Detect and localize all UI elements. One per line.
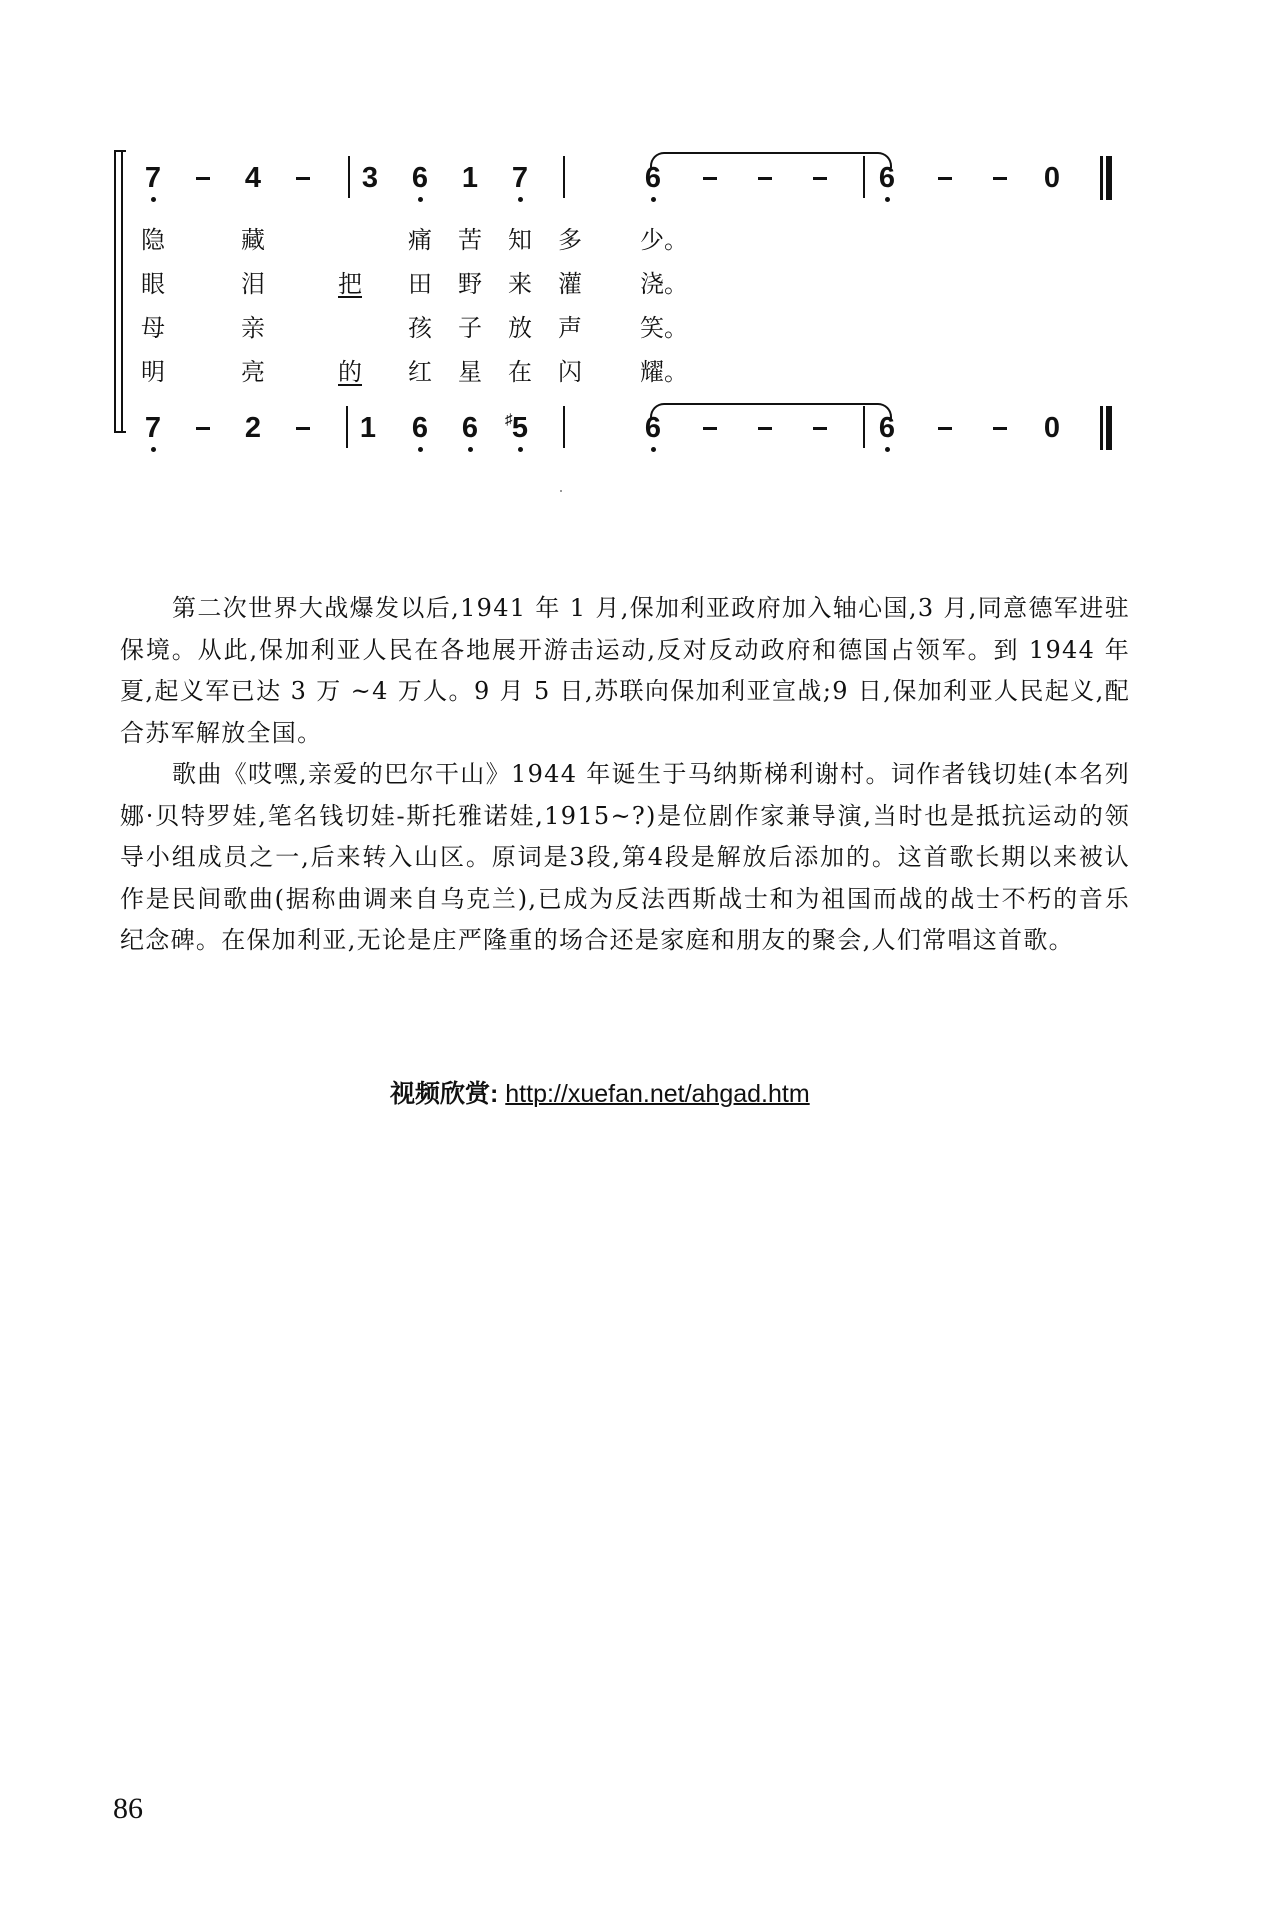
note-digit: 1: [461, 162, 479, 194]
note-1: [455, 162, 485, 194]
note-7: [138, 412, 168, 444]
duration-dash: [703, 427, 717, 430]
page-number: 86: [113, 1792, 143, 1825]
note-digit: 2: [244, 412, 262, 444]
lyric-verse-2-char: 浇。: [640, 270, 688, 298]
lyric-verse-4-char: 星: [458, 358, 482, 386]
note-1: [353, 412, 383, 444]
duration-dash: [296, 427, 310, 430]
lyric-verse-3-char: 声: [558, 314, 582, 342]
lyric-verse-1-char: 痛: [408, 226, 432, 254]
lyric-verse-3-char: 孩: [408, 314, 432, 342]
duration-dash: [993, 427, 1007, 430]
note-digit: 5: [511, 412, 529, 444]
lyric-verse-3-char: 亲: [241, 314, 265, 342]
note-7: [505, 162, 535, 194]
low-octave-dot: [418, 447, 423, 452]
body-text: [120, 588, 1130, 962]
slur-top: [650, 152, 892, 168]
lyric-verse-1-char: 多: [558, 226, 582, 254]
video-label: 视频欣赏:: [390, 1080, 499, 1108]
note-3: [355, 162, 385, 194]
video-link[interactable]: http://xuefan.net/ahgad.htm: [505, 1080, 810, 1108]
note-digit: 6: [461, 412, 479, 444]
lyric-verse-4-char: 红: [408, 358, 432, 386]
duration-dash: [196, 177, 210, 180]
lyric-verse-3-char: 子: [458, 314, 482, 342]
slur-bottom: [650, 403, 892, 419]
lyric-verse-2-char: 泪: [241, 270, 265, 298]
low-octave-dot: [151, 447, 156, 452]
sharp-icon: ♯: [505, 411, 513, 428]
duration-dash: [938, 177, 952, 180]
low-octave-dot: [885, 447, 890, 452]
lyric-verse-4-char: 明: [141, 358, 165, 386]
note-6: [405, 412, 435, 444]
barline: [346, 406, 348, 448]
low-octave-dot: [885, 197, 890, 202]
note-0: [1037, 162, 1067, 194]
lyric-verse-2-char: 野: [458, 270, 482, 298]
note-5: [505, 412, 535, 444]
note-digit: 6: [644, 412, 662, 444]
lyric-verse-1-char: 藏: [241, 226, 265, 254]
low-octave-dot: [468, 447, 473, 452]
note-6: [455, 412, 485, 444]
duration-dash: [993, 177, 1007, 180]
lyric-verse-2-char: 把: [338, 270, 362, 298]
lyric-verse-3-char: 放: [508, 314, 532, 342]
note-digit: 6: [878, 412, 896, 444]
duration-dash: [196, 427, 210, 430]
lyric-verse-4-char: 亮: [241, 358, 265, 386]
barline: [563, 156, 565, 198]
lyric-verse-2-char: 眼: [141, 270, 165, 298]
low-octave-dot: [651, 447, 656, 452]
barline: [348, 156, 350, 198]
note-digit: 3: [361, 162, 379, 194]
duration-dash: [296, 177, 310, 180]
barline: [563, 406, 565, 448]
lyric-verse-1-char: 苦: [458, 226, 482, 254]
duration-dash: [758, 177, 772, 180]
lyric-verse-4-char: 在: [508, 358, 532, 386]
lyric-verse-4-char: 耀。: [640, 358, 688, 386]
low-octave-dot: [418, 197, 423, 202]
paragraph-song-background: 歌曲《哎嘿,亲爱的巴尔干山》1944 年诞生于马纳斯梯利谢村。词作者钱切娃(本名列娜·贝特罗娃,笔名钱切娃-斯托雅诺娃,1915~?)是位剧作家兼导演,当时也是抵抗运动的领导小组成员之一,后来转入山区。原词是3段,第4段是解放后添加的。这首歌长期以来被认作是民间歌曲(据称曲调来自乌克兰),已成为反法西斯战士和为祖国而战的战士不朽的音乐纪念碑。在保加利亚,无论是庄严隆重的场合还是家庭和朋友的聚会,人们常唱这首歌。: [120, 760, 1130, 954]
lyric-verse-1-char: 少。: [640, 226, 688, 254]
note-digit: 6: [411, 162, 429, 194]
paragraph-history: 第二次世界大战爆发以后,1941 年 1 月,保加利亚政府加入轴心国,3 月,同意德军进驻保境。从此,保加利亚人民在各地展开游击运动,反对反动政府和德国占领军。到 1944 年夏,起义军已达 3 万 ~4 万人。9 月 5 日,苏联向保加利亚宣战;9 日,保加利亚人民起义,配合苏军解放全国。: [120, 594, 1130, 747]
note-7: [138, 162, 168, 194]
duration-dash: [758, 427, 772, 430]
lyric-verse-3-char: 母: [141, 314, 165, 342]
note-digit: 6: [878, 162, 896, 194]
lyric-verse-2-char: 来: [508, 270, 532, 298]
low-octave-dot: [518, 197, 523, 202]
lyric-verse-4-char: 闪: [558, 358, 582, 386]
note-6: [405, 162, 435, 194]
note-digit: 0: [1043, 412, 1061, 444]
duration-dash: [703, 177, 717, 180]
note-digit: 7: [511, 162, 529, 194]
note-digit: 6: [644, 162, 662, 194]
note-digit: 7: [144, 162, 162, 194]
duration-dash: [813, 427, 827, 430]
lyric-verse-4-char: 的: [338, 358, 362, 386]
lyric-verse-3-char: 笑。: [640, 314, 688, 342]
video-link-line: [390, 1077, 810, 1111]
note-digit: 0: [1043, 162, 1061, 194]
note-digit: 6: [411, 412, 429, 444]
lyric-verse-1-char: 隐: [141, 226, 165, 254]
lyric-verse-1-char: 知: [508, 226, 532, 254]
note-4: [238, 162, 268, 194]
note-digit: 4: [244, 162, 262, 194]
note-digit: 7: [144, 412, 162, 444]
lyric-verse-2-char: 田: [408, 270, 432, 298]
lyric-verse-2-char: 灌: [558, 270, 582, 298]
duration-dash: [813, 177, 827, 180]
low-octave-dot: [151, 197, 156, 202]
separator-dot: [560, 490, 562, 492]
note-0: [1037, 412, 1067, 444]
duration-dash: [938, 427, 952, 430]
note-digit: 1: [359, 412, 377, 444]
note-2: [238, 412, 268, 444]
low-octave-dot: [651, 197, 656, 202]
low-octave-dot: [518, 447, 523, 452]
score-bracket: [114, 150, 123, 433]
